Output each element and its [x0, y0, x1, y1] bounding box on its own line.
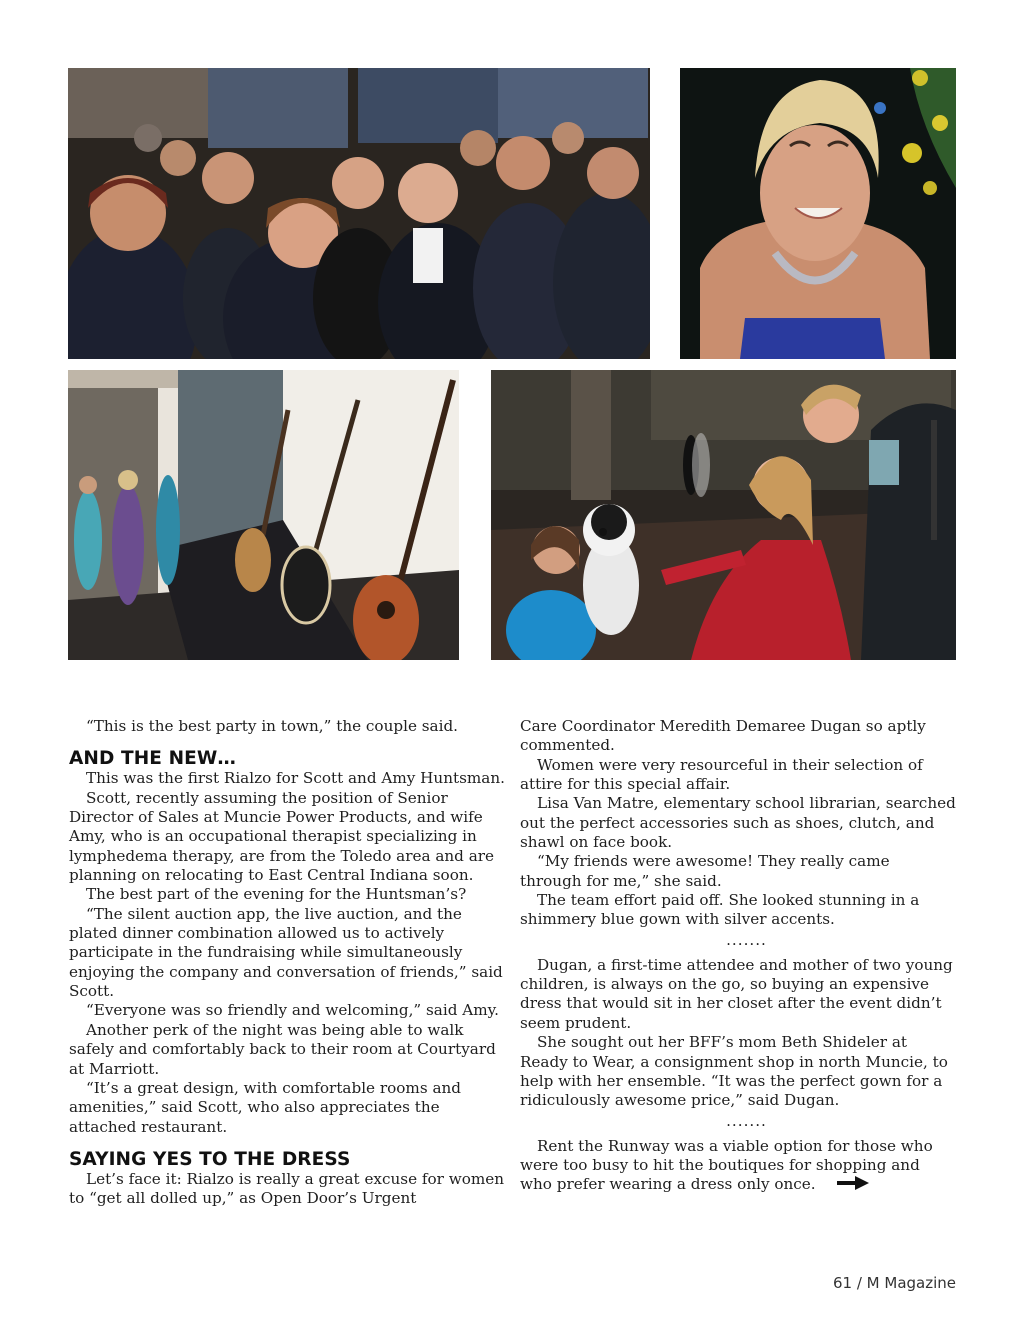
paragraph: She sought out her BFF’s mom Beth Shideler at Ready to Wear, a consignment shop in north Muncie, to help with her ensemble. “It was the perfect gown for a ridiculously awesome price,” said Dugan. — [520, 1033, 948, 1110]
section-separator: ....... — [726, 1111, 767, 1130]
paragraph: This was the first Rialzo for Scott and Amy Huntsman. — [86, 769, 505, 788]
section-heading-and-the-new: AND THE NEW… — [69, 748, 237, 770]
photo-auction-guitars — [68, 370, 459, 660]
page-folio: 61 / M Magazine — [832, 1274, 956, 1292]
paragraph: “My friends were awesome! They really came through for me,” she said. — [520, 852, 890, 890]
paragraph: “Everyone was so friendly and welcoming,” said Amy. — [86, 1001, 500, 1020]
paragraph-continued: Care Coordinator Meredith Demaree Dugan so aptly commented. — [520, 717, 926, 755]
paragraph: Let’s face it: Rialzo is really a great excuse for women to “get all dolled up,” as Open Door’s Urgent — [69, 1169, 505, 1208]
paragraph-text: Rent the Runway was a viable option for those who were too busy to hit the boutiques for shopping and who prefer wearing a dress only once. — [520, 1136, 933, 1194]
paragraph: Lisa Van Matre, elementary school librarian, searched out the perfect accessories such as shoes, clutch, and shawl on face book. — [520, 794, 956, 852]
section-separator: ....... — [726, 930, 767, 949]
intro-quote: “This is the best party in town,” the couple said. — [86, 717, 459, 735]
photo-guests-with-dog — [491, 370, 956, 660]
paragraph-last — [520, 1137, 956, 1195]
paragraph: The team effort paid off. She looked stunning in a shimmery blue gown with silver accents. — [520, 891, 920, 929]
article-column-right — [520, 717, 956, 1195]
paragraph: “It’s a great design, with comfortable rooms and amenities,” said Scott, who also appreciates the attached restaurant. — [69, 1078, 462, 1136]
arrow-right-icon — [820, 1176, 869, 1195]
photo-woman-blue-gown — [680, 68, 956, 359]
paragraph: Scott, recently assuming the position of Senior Director of Sales at Muncie Power Products, and wife Amy, who is an occupational therapist specializing in lymphedema therapy, are from the Toledo area and are planning on relocating to East Central Indiana soon. — [69, 788, 495, 885]
paragraph: Dugan, a first-time attendee and mother of two young children, is always on the go, so buying an expensive dress that would sit in her closet after the event didn’t seem prudent. — [520, 955, 953, 1032]
paragraph: The best part of the evening for the Huntsman’s? — [86, 885, 467, 904]
section-heading-saying-yes-to-the-dress: SAYING YES TO THE DRESS — [69, 1148, 351, 1170]
paragraph: Women were very resourceful in their selection of attire for this special affair. — [520, 755, 923, 794]
paragraph: Another perk of the night was being able to walk safely and comfortably back to their room at Courtyard at Marriott. — [69, 1020, 496, 1078]
photo-gala-crowd — [68, 68, 650, 359]
paragraph: “The silent auction app, the live auction, and the plated dinner combination allowed us to actively participate in the fundraising while simultaneously enjoying the company and conversation of friends,” said Scott. — [69, 904, 503, 1001]
article-column-left — [69, 717, 505, 1209]
